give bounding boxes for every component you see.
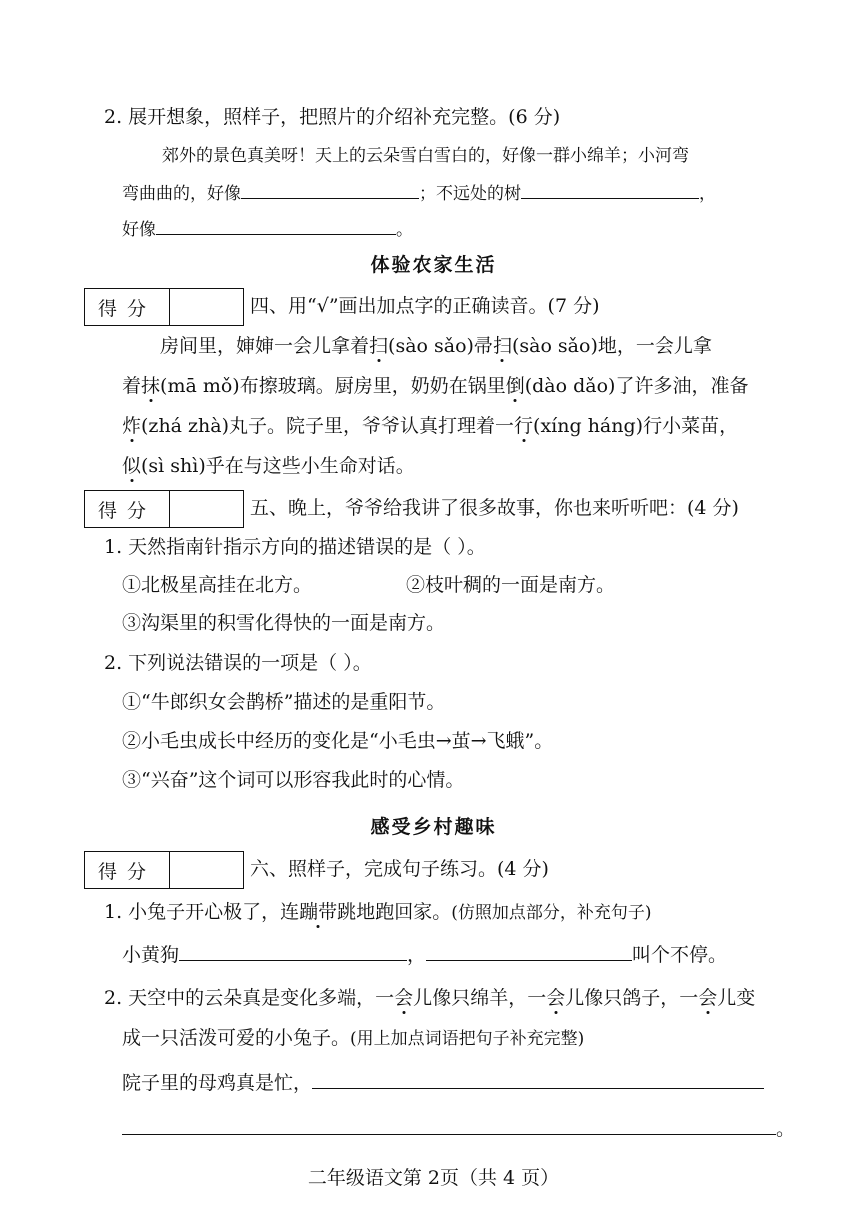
q6-sub2-fill-line2: 。 <box>122 1114 795 1143</box>
q6-heading: 六、照样子，完成句子练习。(4 分) <box>250 858 549 880</box>
q6-sub2-fill: 院子里的母鸡真是忙， <box>122 1068 764 1097</box>
q2-blank-2[interactable] <box>521 178 699 199</box>
q6-sub1: 1. 小兔子开心极了，连蹦带跳地跑回家。(仿照加点部分，补充句子) <box>104 901 652 923</box>
q4-heading: 四、用“√”画出加点字的正确读音。(7 分) <box>250 295 600 317</box>
q6-blank-2[interactable] <box>426 940 632 961</box>
q2-line1: 郊外的景色真美呀！天上的云朵雪白雪白的，好像一群小绵羊；小河弯 <box>162 146 689 166</box>
q5-sub2: 2. 下列说法错误的一项是（ ）。 <box>104 652 372 674</box>
score-box-q6 <box>84 851 244 889</box>
page-footer: 二年级语文第 2页（共 4 页） <box>307 1167 560 1189</box>
q5-sub1: 1. 天然指南针指示方向的描述错误的是（ ）。 <box>104 536 486 558</box>
score-label: 得分 <box>85 289 170 325</box>
score-box-q5 <box>84 490 244 528</box>
q6-sub2-line2: 成一只活泼可爱的小兔子。(用上加点词语把句子补充完整) <box>122 1027 585 1049</box>
q6-sub1-fill: 小黄狗 ， 叫个不停。 <box>122 940 727 969</box>
score-input[interactable] <box>170 852 243 888</box>
q6-blank-4[interactable] <box>122 1114 776 1135</box>
score-label: 得分 <box>85 491 170 527</box>
q4-line1: 房间里，婶婶一会儿拿着扫(sào sǎo)帚扫(sào sǎo)地，一会儿拿 <box>160 335 712 357</box>
section-title-village: 感受乡村趣味 <box>370 816 497 838</box>
q4-line4: 似(sì shì)乎在与这些小生命对话。 <box>122 455 415 477</box>
q2-line2: 弯曲曲的，好像 ；不远处的树 ， <box>122 178 716 208</box>
score-box-q4 <box>84 288 244 326</box>
q2-title: 2. 展开想象，照样子，把照片的介绍补充完整。(6 分) <box>104 106 561 128</box>
q5-sub1-option-a: ①北极星高挂在北方。 <box>122 574 313 596</box>
q5-sub2-option-b: ②小毛虫成长中经历的变化是“小毛虫→茧→飞蛾”。 <box>122 730 554 752</box>
q5-sub2-option-a: ①“牛郎织女会鹊桥”描述的是重阳节。 <box>122 691 446 713</box>
score-input[interactable] <box>170 491 243 527</box>
q5-sub1-option-b: ②枝叶稠的一面是南方。 <box>406 574 616 596</box>
q5-heading: 五、晚上，爷爷给我讲了很多故事，你也来听听吧：(4 分) <box>250 497 739 519</box>
q2-line3: 好像 。 <box>122 214 413 244</box>
q6-sub2-line1: 2. 天空中的云朵真是变化多端，一会儿像只绵羊，一会儿像只鸽子，一会儿变 <box>104 987 756 1009</box>
q5-sub1-option-c: ③沟渠里的积雪化得快的一面是南方。 <box>122 612 446 634</box>
q6-blank-3[interactable] <box>312 1068 764 1089</box>
q4-line2: 着抹(mā mǒ)布擦玻璃。厨房里，奶奶在锅里倒(dào dǎo)了许多油，准备 <box>122 375 749 397</box>
q2-blank-3[interactable] <box>156 214 396 235</box>
score-label: 得分 <box>85 852 170 888</box>
q6-blank-1[interactable] <box>179 940 407 961</box>
score-input[interactable] <box>170 289 243 325</box>
q2-blank-1[interactable] <box>241 178 419 199</box>
q4-line3: 炸(zhá zhà)丸子。院子里，爷爷认真打理着一行(xíng háng)行小菜苗， <box>122 415 739 437</box>
section-title-farm: 体验农家生活 <box>370 254 497 276</box>
q5-sub2-option-c: ③“兴奋”这个词可以形容我此时的心情。 <box>122 769 465 791</box>
